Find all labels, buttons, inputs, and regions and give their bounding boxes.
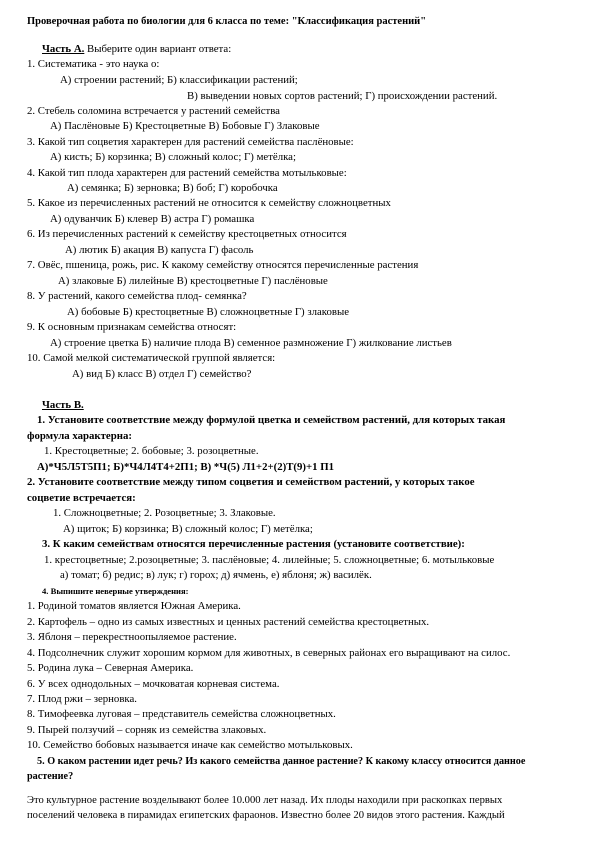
task-3-options: а) томат; б) редис; в) лук; г) горох; д) ячмень, е) яблоня; ж) василёк. <box>60 569 372 581</box>
question-10: 10. Самой мелкой систематической группой является: <box>27 352 276 364</box>
statement-7: 7. Плод ржи – зерновка. <box>27 693 137 705</box>
question-1: 1. Систематика - это наука о: <box>27 58 160 70</box>
statement-6: 6. У всех однодольных – мочковатая корневая система. <box>27 678 280 690</box>
question-5: 5. Какое из перечисленных растений не относится к семейству сложноцветных <box>27 197 391 209</box>
part-b-label: Часть В. <box>42 399 84 411</box>
question-7: 7. Овёс, пшеница, рожь, рис. К какому семейству относятся перечисленные растения <box>27 259 419 271</box>
task-3: 3. К каким семействам относятся перечисленные растения (установите соответствие): <box>42 538 465 550</box>
statement-8: 8. Тимофеевка луговая – представитель семейства сложноцветных. <box>27 708 336 720</box>
question-9: 9. К основным признакам семейства относят: <box>27 321 237 333</box>
part-a-instruction: Выберите один вариант ответа: <box>84 43 232 55</box>
statement-10: 10. Семейство бобовых называется иначе как семейство мотыльковых. <box>27 739 353 751</box>
task-2-families: 1. Сложноцветные; 2. Розоцветные; 3. Злаковые. <box>53 507 276 519</box>
paragraph-line-1: Это культурное растение возделывают более 10.000 лет назад. Их плоды находили при раскопках первых <box>27 795 503 806</box>
task-3-families: 1. крестоцветные; 2.розоцветные; 3. паслёновые; 4. лилейные; 5. сложноцветные; 6. мотыльковые <box>44 554 495 566</box>
question-9-options: А) строение цветка Б) наличие плода В) семенное размножение Г) жилкование листьев <box>50 337 452 349</box>
statement-5: 5. Родина лука – Северная Америка. <box>27 662 194 674</box>
question-2: 2. Стебель соломина встречается у растений семейства <box>27 105 280 117</box>
task-1-families: 1. Крестоцветные; 2. бобовые; 3. розоцветные. <box>44 445 259 457</box>
statement-1: 1. Родиной томатов является Южная Америка. <box>27 600 241 612</box>
question-8-options: А) бобовые Б) крестоцветные В) сложноцветные Г) злаковые <box>67 306 350 318</box>
question-4-options: А) семянка; Б) зерновка; В) боб; Г) коробочка <box>67 182 278 194</box>
question-4: 4. Какой тип плода характерен для растений семейства мотыльковые: <box>27 167 347 179</box>
paragraph-line-2: поселений человека в пирамидах египетских фараонов. Известно более 20 видов этого растения. Каждый <box>27 810 505 821</box>
task-2-options: А) щиток; Б) корзинка; В) сложный колос; Г) метёлка; <box>63 523 313 535</box>
question-6: 6. Из перечисленных растений к семейству крестоцветных относится <box>27 228 347 240</box>
task-4: 4. Выпишите неверные утверждения: <box>42 586 189 596</box>
question-3-options: А) кисть; Б) корзинка; В) сложный колос; Г) метёлка; <box>50 151 296 163</box>
statement-2: 2. Картофель – одно из самых известных и ценных растений семейства крестоцветных. <box>27 616 430 628</box>
question-8: 8. У растений, какого семейства плод- семянка? <box>27 290 247 302</box>
question-7-options: А) злаковые Б) лилейные В) крестоцветные Г) паслёновые <box>58 275 328 287</box>
statement-4: 4. Подсолнечник служит хорошим кормом для животных, в северных районах его выращивают на силос. <box>27 647 511 659</box>
question-2-options: А) Паслёновые Б) Крестоцветные В) Бобовые Г) Злаковые <box>50 120 320 132</box>
task-1-line-2: формула характерна: <box>27 430 132 442</box>
question-10-options: А) вид Б) класс В) отдел Г) семейство? <box>72 368 252 380</box>
task-5-line-2: растение? <box>27 771 74 782</box>
part-a-header <box>42 43 231 56</box>
task-1-line-1: 1. Установите соответствие между формулой цветка и семейством растений, для которых такая <box>37 414 506 426</box>
task-2-line-2: соцветие встречается: <box>27 492 136 504</box>
page-title: Проверочная работа по биологии для 6 класса по теме: "Классификация растений" <box>27 16 427 27</box>
question-1-options-line-2: В) выведении новых сортов растений; Г) происхождении растений. <box>187 90 498 102</box>
task-2-line-1: 2. Установите соответствие между типом соцветия и семейством растений, у которых такое <box>27 476 475 488</box>
task-5-line-1: 5. О каком растении идет речь? Из какого семейства данное растение? К какому классу относится данное <box>37 756 526 767</box>
question-5-options: А) одуванчик Б) клевер В) астра Г) ромашка <box>50 213 255 225</box>
statement-3: 3. Яблоня – перекрестноопыляемое растение. <box>27 631 237 643</box>
statement-9: 9. Пырей ползучий – сорняк из семейства злаковых. <box>27 724 267 736</box>
question-6-options: А) лютик Б) акация В) капуста Г) фасоль <box>65 244 254 256</box>
question-1-options-line-1: А) строении растений; Б) классификации растений; <box>60 74 298 86</box>
part-a-label: Часть А. <box>42 43 85 55</box>
question-3: 3. Какой тип соцветия характерен для растений семейства паслёновые: <box>27 136 354 148</box>
task-1-formulas: А)*Ч5Л5Т5П1; Б)*Ч4Л4Т4+2П1; В) *Ч(5) Л1+2+(2)Т(9)+1 П1 <box>37 461 335 473</box>
